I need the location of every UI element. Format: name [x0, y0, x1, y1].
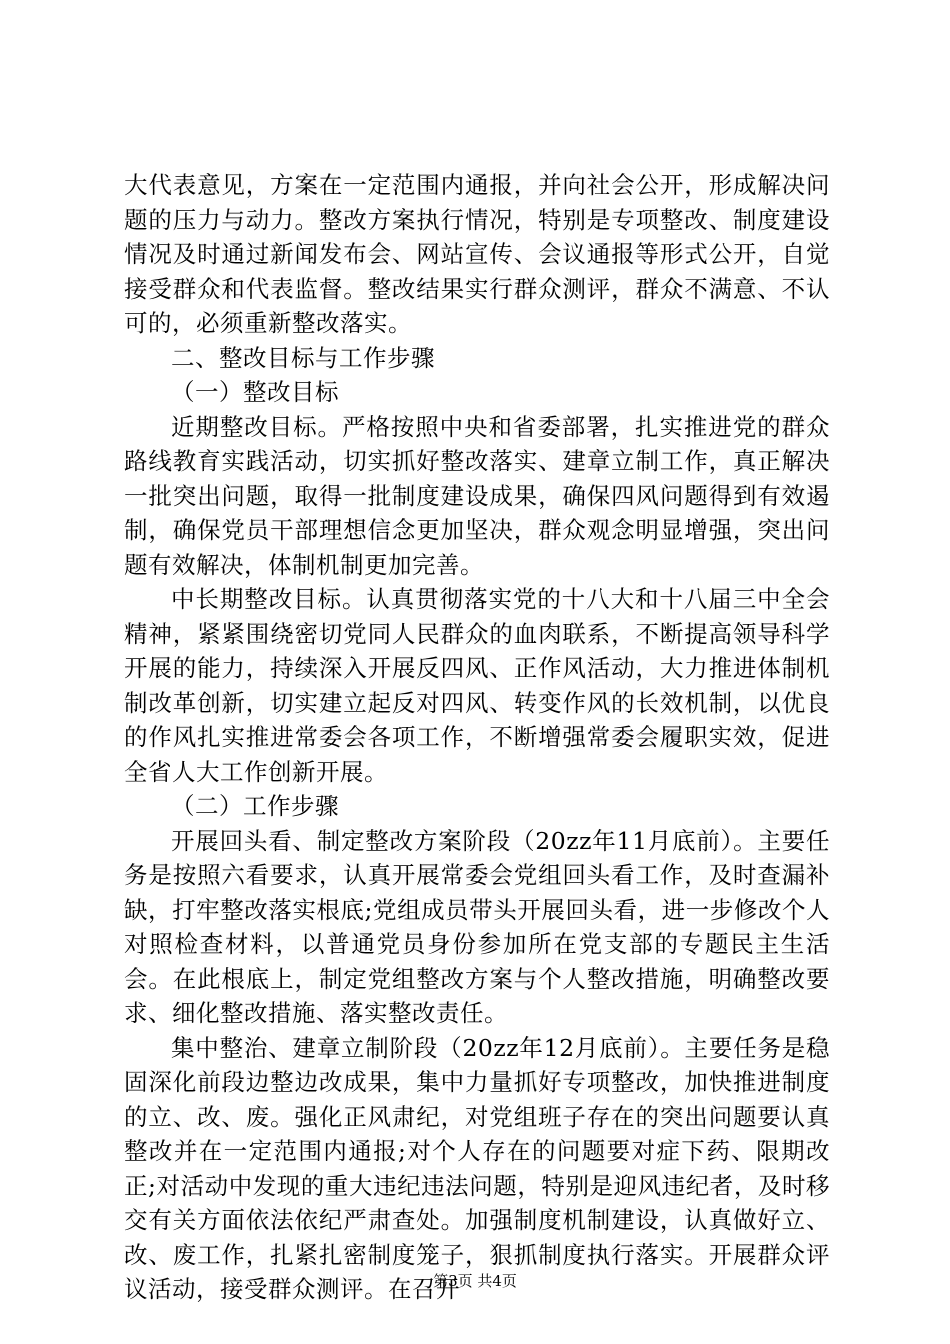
document-body [124, 168, 830, 1307]
section-heading-goals-and-steps: 二、整改目标与工作步骤 [171, 343, 435, 372]
paragraph-long-term-goals: 中长期整改目标。认真贯彻落实党的十八大和十八届三中全会精神，紧紧围绕密切党同人民群众的血肉联系，不断提高领导科学开展的能力，持续深入开展反四风、正作风活动，大力推进体制机制改革创新，切实建立起反对四风、转变作风的长效机制，以优良的作风扎实推进常委会各项工作，不断增强常委会履职实效，促进全省人大工作创新开展。 [124, 585, 830, 786]
subheading-rectification-goals: （一）整改目标 [171, 378, 339, 406]
paragraph-near-term-goals: 近期整改目标。严格按照中央和省委部署，扎实推进党的群众路线教育实践活动，切实抓好整改落实、建章立制工作，真正解决一批突出问题，取得一批制度建设成果，确保四风问题得到有效遏制，确保党员干部理想信念更加坚决，群众观念明显增强，突出问题有效解决，体制机制更加完善。 [124, 412, 830, 579]
paragraph-rectification-stage: 集中整治、建章立制阶段（20zz年12月底前）。主要任务是稳固深化前段边整边改成果，集中力量抓好专项整改，加快推进制度的立、改、废。强化正风肃纪，对党组班子存在的突出问题要认真整改并在一定范围内通报;对个人存在的问题要对症下药、限期改正;对活动中发现的重大违纪违法问题，特别是迎风违纪者，及时移交有关方面依法依纪严肃查处。加强制度机制建设，认真做好立、改、废工作，扎紧扎密制度笼子，狠抓制度执行落实。开展群众评议活动，接受群众测评。在召开 [124, 1033, 830, 1303]
paragraph-intro-continuation: 大代表意见，方案在一定范围内通报，并向社会公开，形成解决问题的压力与动力。整改方案执行情况，特别是专项整改、制度建设情况及时通过新闻发布会、网站宣传、会议通报等形式公开，自觉接受群众和代表监督。整改结果实行群众测评，群众不满意、不认可的，必须重新整改落实。 [124, 171, 830, 337]
subheading-work-steps: （二）工作步骤 [171, 792, 339, 820]
paragraph-review-stage: 开展回头看、制定整改方案阶段（20zz年11月底前）。主要任务是按照六看要求，认真开展常委会党组回头看工作，及时查漏补缺，打牢整改落实根底;党组成员带头开展回头看，进一步修改个人对照检查材料，以普通党员身份参加所在党支部的专题民主生活会。在此根底上，制定党组整改方案与个人整改措施，明确整改要求、细化整改措施、落实整改责任。 [124, 826, 830, 1027]
page-number-footer: 第3页 共4页 [433, 1272, 517, 1290]
